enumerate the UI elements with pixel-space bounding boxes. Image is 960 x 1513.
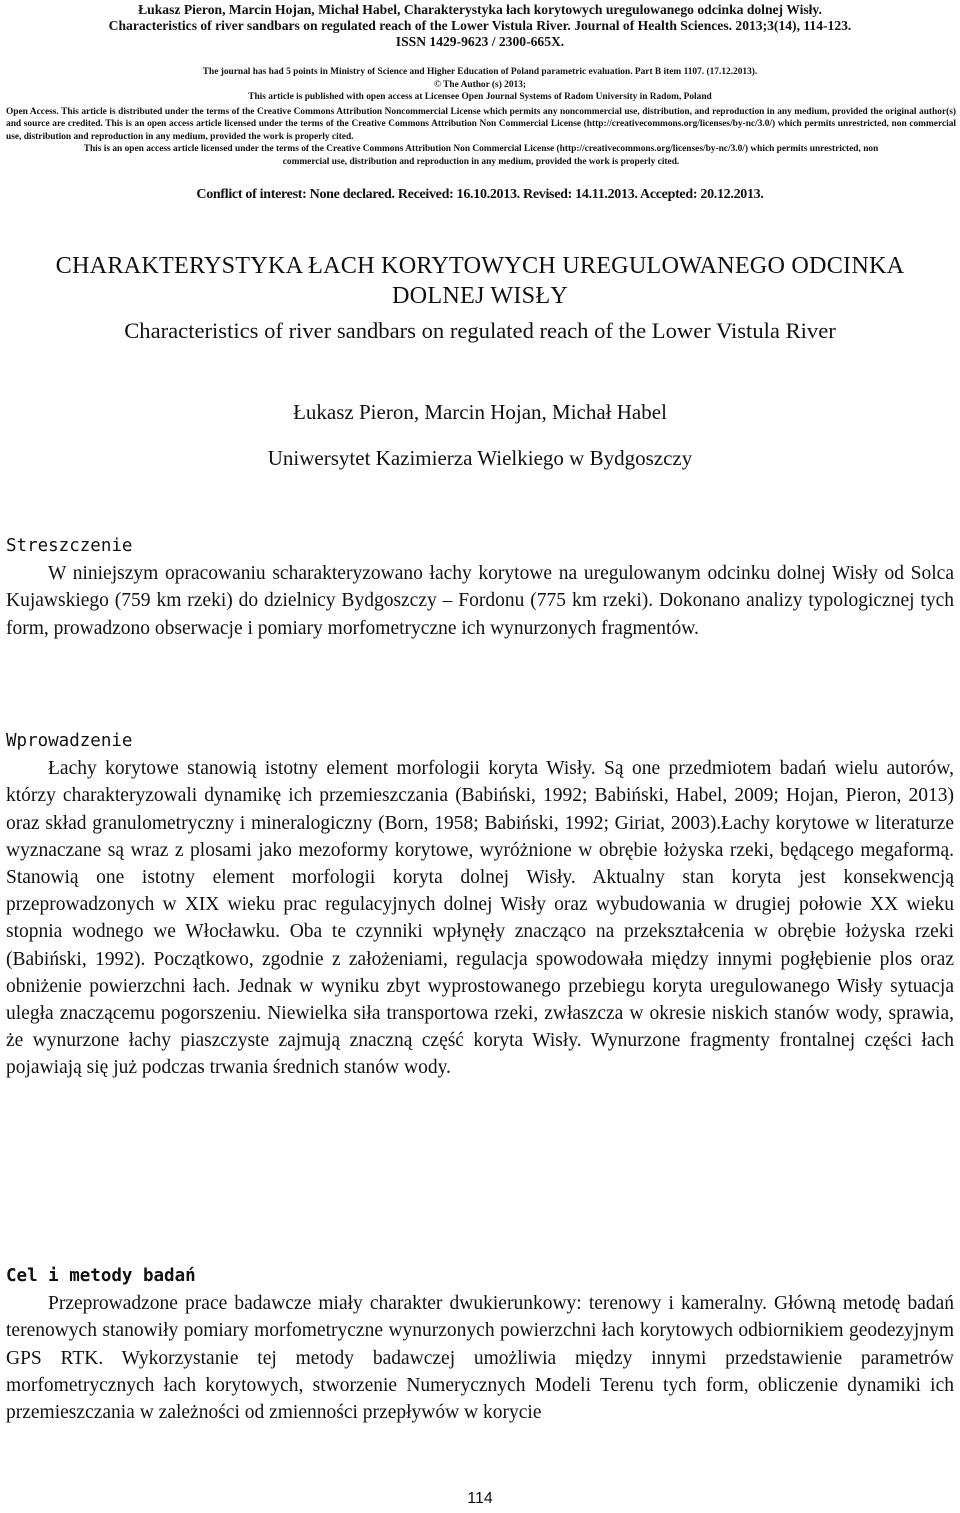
abstract-heading: Streszczenie xyxy=(6,536,133,556)
title-line-2: DOLNEJ WISŁY xyxy=(392,282,568,309)
methods-text: Przeprowadzone prace badawcze miały charakter dwukierunkowy: terenowy i kameralny. Główną metodę badań terenowych stanowiły pomiary morfometryczne wynurzonych powierzchni łach korytowych odbiornikiem geodezyjnym GPS RTK. Wykorzystanie tej metody badawczej umożliwia między innymi przedstawienie parametrów morfometrycznych łach korytowych, stworzenie Numerycznych Modeli Terenu tych form, obliczenie dynamiki ich przemieszczania w zależności od zmienności przepływów w korycie xyxy=(6,1293,954,1424)
english-title: Characteristics of river sandbars on regulated reach of the Lower Vistula River xyxy=(124,318,836,343)
citation-header xyxy=(0,2,960,50)
authors: Łukasz Pieron, Marcin Hojan, Michał Habel xyxy=(293,400,667,424)
affiliation: Uniwersytet Kazimierza Wielkiego w Bydgoszczy xyxy=(267,446,693,470)
citation-line-1: Łukasz Pieron, Marcin Hojan, Michał Habel, Charakterystyka łach korytowych uregulowanego odcinka dolnej Wisły. xyxy=(138,2,822,17)
intro-heading: Wprowadzenie xyxy=(6,731,133,751)
abstract-text: W niniejszym opracowaniu scharakteryzowano łachy korytowe na uregulowanym odcinku dolnej Wisły od Solca Kujawskiego (759 km rzeki) do dzielnicy Bydgoszczy – Fordonu (775 km rzeki). Dokonano analizy typologicznej tych form, prowadzono obserwacje i pomiary morfometryczne ich wynurzonych fragmentów. xyxy=(6,563,954,639)
intro-text: Łachy korytowe stanowią istotny element morfologii koryta Wisły. Są one przedmiotem badań wielu autorów, którzy charakteryzowali dynamikę ich przemieszczania (Babiński, 1992; Babiński, Habel, 2009; Hojan, Pieron, 2013) oraz skład granulometryczny i mineralogiczny (Born, 1958; Babiński, 1992; Giriat, 2003).Łachy korytowe w literaturze wyznaczane są wraz z plosami jako mezoformy korytowe, wyróżnione w obrębie łożyska rzeki, będącego megaformą. Stanowią one istotny element morfologii koryta dolnej Wisły. Aktualny stan koryta jest konsekwencją przeprowadzonych w XIX wieku prac regulacyjnych dolnej Wisły oraz wybudowania w drugiej połowie XX wieku stopnia wodnego we Włocławku. Oba te czynniki wpłynęły znacząco na przekształcenia w obrębie łożyska rzeki (Babiński, 1992). Początkowo, zgodnie z założeniami, regulacja spowodowała między innymi pogłębienie plos oraz obniżenie powierzchni łach. Jednak w wyniku zbyt wyprostowanego przebiegu koryta uregulowanego Wisły sytuacja uległa znaczącemu pogorszeniu. Niewielka siła transportowa rzeki, zwłaszcza w okresie niskich stanów wody, sprawia, że wynurzone łachy piaszczyste zajmują znaczną część koryta Wisły. Wynurzone fragmenty frontalnej części łach pojawiają się już podczas trwania średnich stanów wody. xyxy=(6,758,954,1079)
journal-note-block xyxy=(0,66,960,104)
license-text: Open Access. This article is distributed under the terms of the Creative Commons Attribution Noncommercial License which permits any noncommercial use, distribution, and reproduction in any medium, provided the original author(s) and source are credited. This is an open access article licensed under the terms of the Creative Commons Attribution Non Commercial License (http://creativecommons.org/licenses/by-nc/3.0/) which permits unrestricted, non commercial use, distribution and reproduction in any medium, provided the work is properly cited. xyxy=(6,107,956,142)
page-number: 114 xyxy=(467,1490,493,1507)
article-title xyxy=(0,251,960,311)
methods-section xyxy=(6,1263,954,1426)
license-text-2: This is an open access article licensed under the terms of the Creative Commons Attribution Non Commercial License (http://creativecommons.org/licenses/by-nc/3.0/) which permits unrestricted, non commercial use, distribution and reproduction in any medium, provided the work is properly cited. xyxy=(83,144,879,167)
copyright-note: © The Author (s) 2013; xyxy=(433,79,527,90)
journal-points-note: The journal has had 5 points in Ministry of Science and Higher Education of Poland parametric evaluation. Part B item 1107. (17.12.2013). xyxy=(202,67,758,77)
published-note: This article is published with open access at Licensee Open Journal Systems of Radom University in Radom, Poland xyxy=(248,92,712,102)
intro-section xyxy=(6,728,954,1082)
license-block xyxy=(6,106,956,168)
conflict-of-interest: Conflict of interest: None declared. Received: 16.10.2013. Revised: 14.11.2013. Accepted: 20.12.2013. xyxy=(196,187,764,202)
citation-line-2: Characteristics of river sandbars on regulated reach of the Lower Vistula River. Journal of Health Sciences. 2013;3(14), 114-123. xyxy=(108,18,852,33)
title-line-1: CHARAKTERYSTYKA ŁACH KORYTOWYCH UREGULOWANEGO ODCINKA xyxy=(55,252,905,279)
citation-issn: ISSN 1429-9623 / 2300-665X. xyxy=(395,34,565,49)
methods-heading: Cel i metody badań xyxy=(6,1266,196,1286)
abstract-section xyxy=(6,533,954,642)
